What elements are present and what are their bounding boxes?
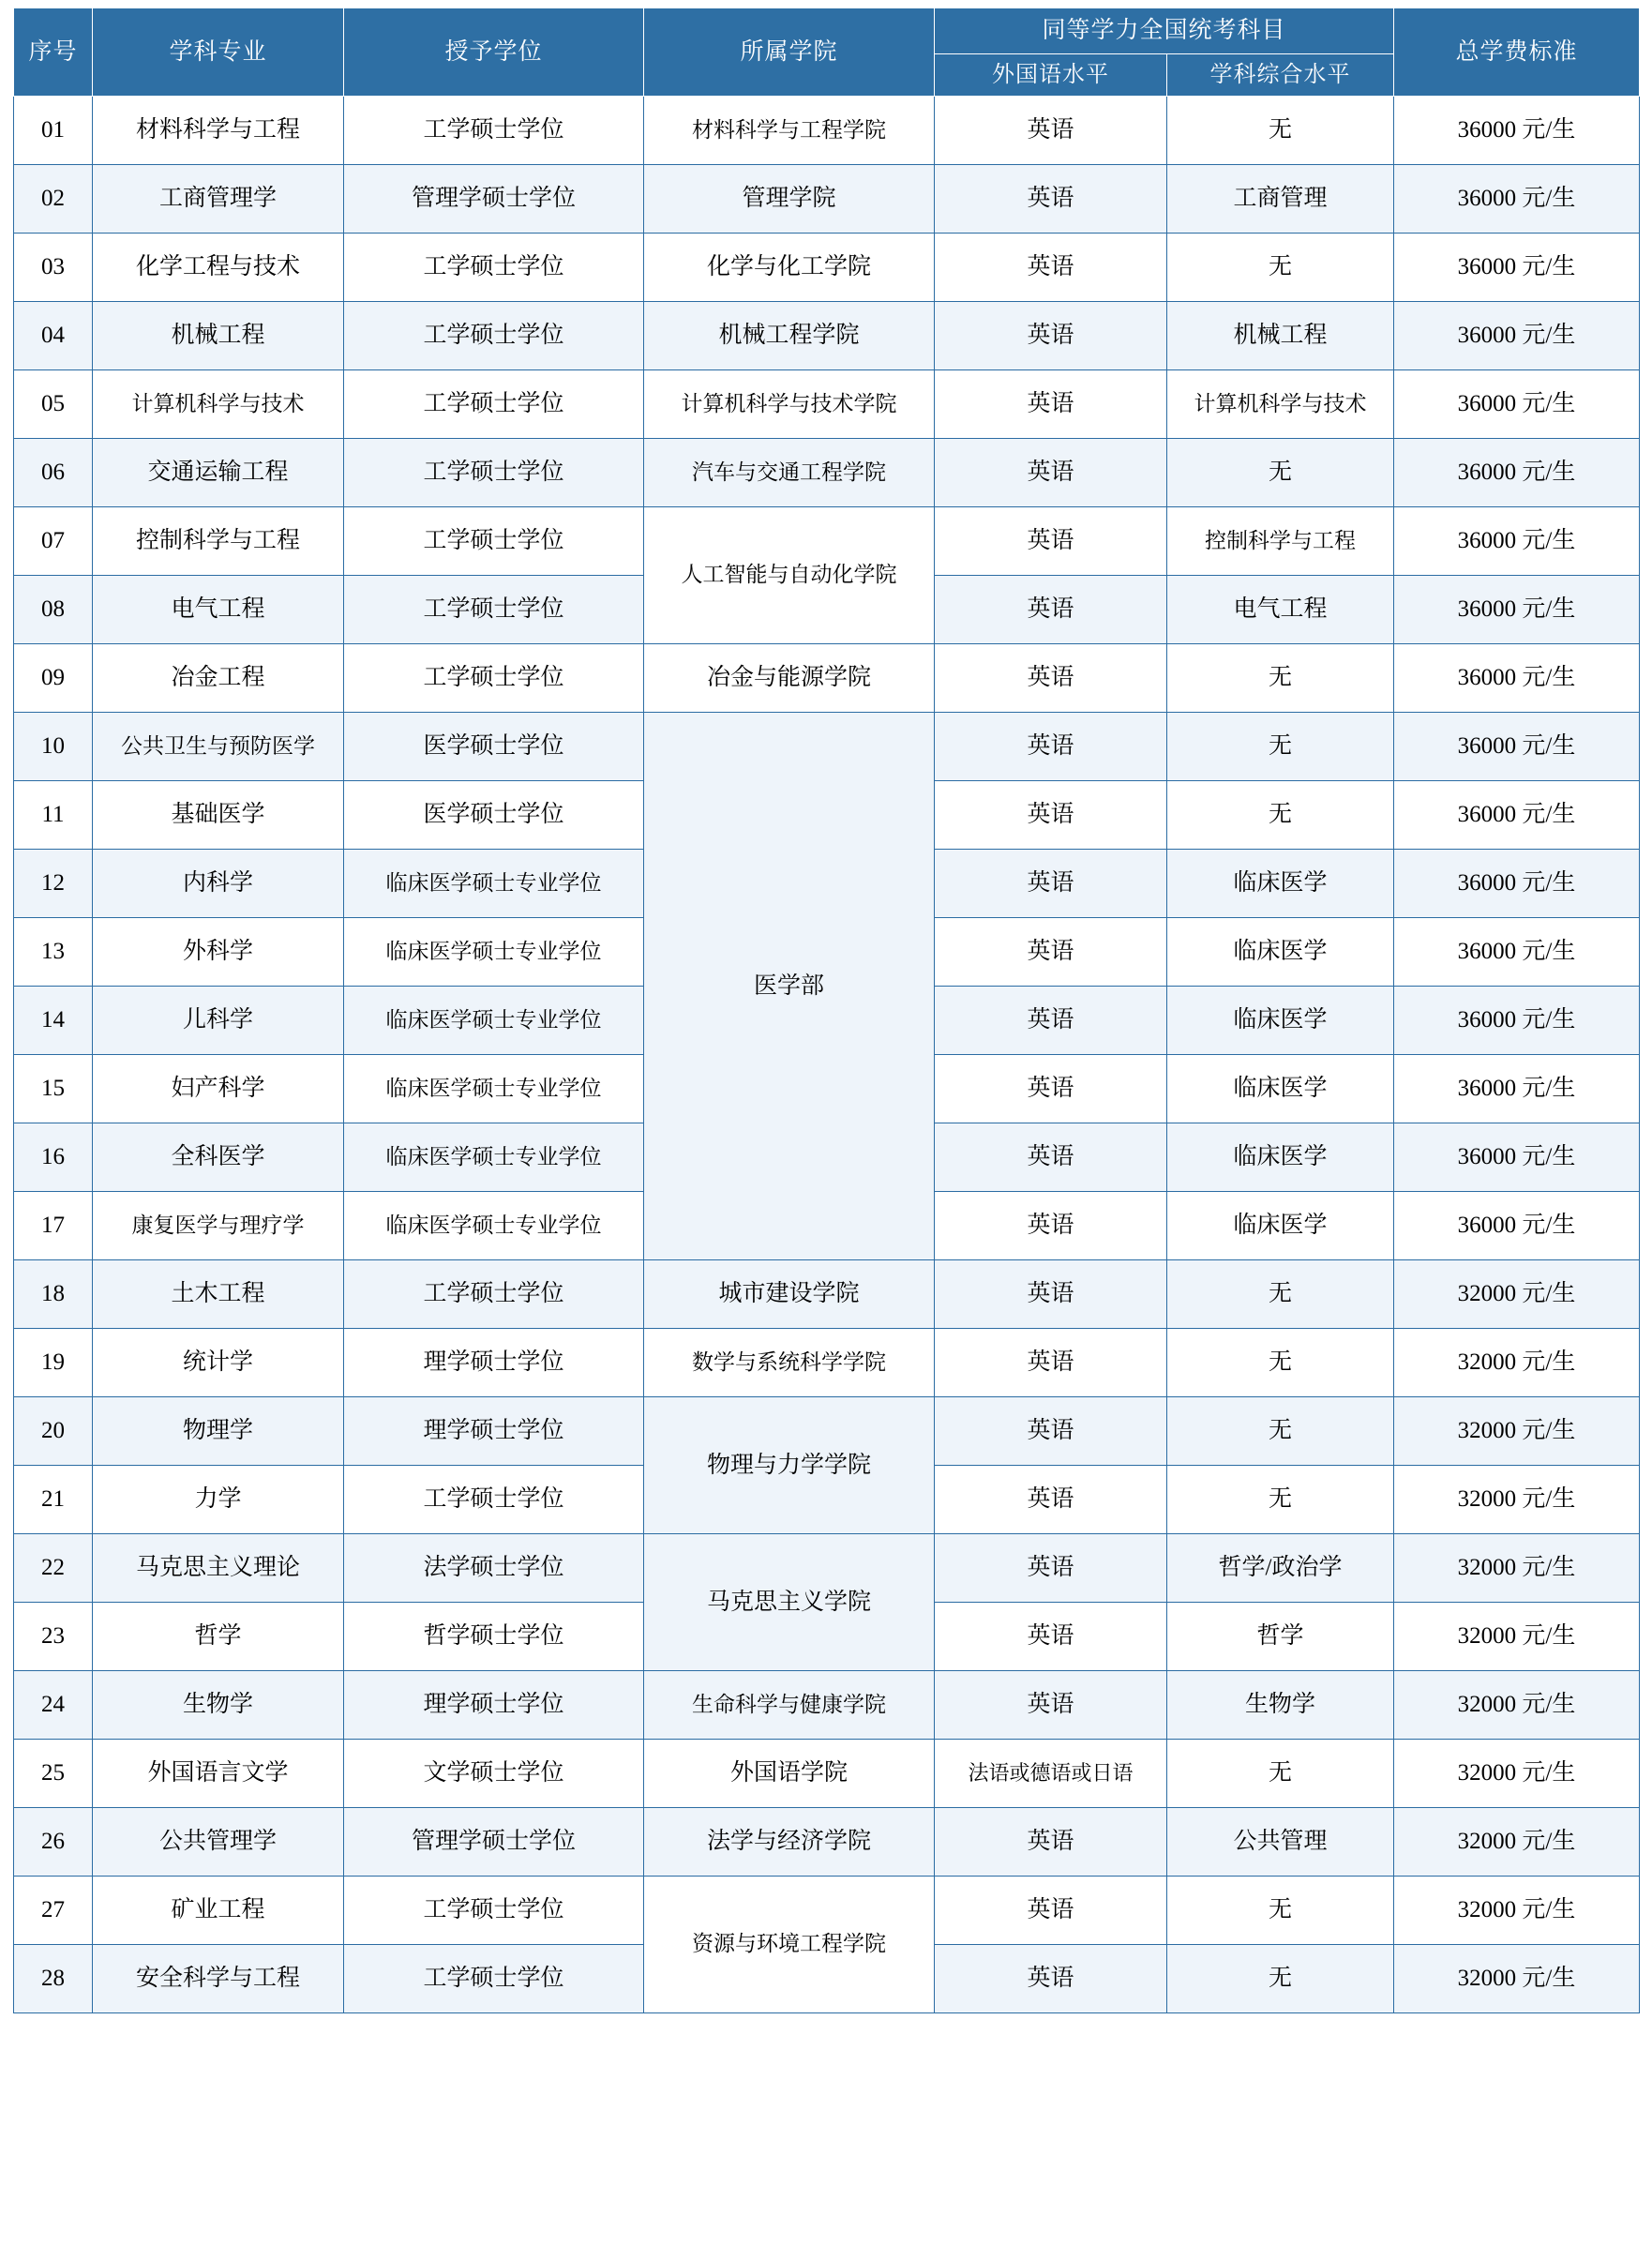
table-row [14, 713, 1640, 781]
cell-degree: 工学硕士学位 [344, 1945, 644, 2013]
cell-major: 内科学 [93, 850, 344, 918]
cell-seq: 24 [14, 1671, 93, 1740]
cell-foreign: 英语 [935, 987, 1167, 1055]
cell-major: 计算机科学与技术 [93, 370, 344, 439]
cell-college: 机械工程学院 [644, 302, 935, 370]
cell-college: 生命科学与健康学院 [644, 1671, 935, 1740]
cell-seq: 25 [14, 1740, 93, 1808]
cell-major: 力学 [93, 1466, 344, 1534]
cell-seq: 11 [14, 781, 93, 850]
cell-college: 人工智能与自动化学院 [644, 507, 935, 644]
table-body [14, 97, 1640, 2013]
header-seq: 序号 [14, 8, 93, 97]
cell-foreign: 英语 [935, 1603, 1167, 1671]
cell-foreign: 英语 [935, 1808, 1167, 1877]
cell-foreign: 英语 [935, 234, 1167, 302]
cell-tuition: 32000 元/生 [1394, 1877, 1640, 1945]
cell-college: 医学部 [644, 713, 935, 1260]
cell-tuition: 32000 元/生 [1394, 1397, 1640, 1466]
cell-major: 材料科学与工程 [93, 97, 344, 165]
cell-major: 电气工程 [93, 576, 344, 644]
cell-degree: 工学硕士学位 [344, 507, 644, 576]
cell-seq: 02 [14, 165, 93, 234]
cell-comp: 无 [1167, 644, 1394, 713]
cell-seq: 07 [14, 507, 93, 576]
cell-major: 妇产科学 [93, 1055, 344, 1123]
cell-major: 统计学 [93, 1329, 344, 1397]
cell-seq: 12 [14, 850, 93, 918]
cell-seq: 08 [14, 576, 93, 644]
table-row [14, 1260, 1640, 1329]
cell-seq: 27 [14, 1877, 93, 1945]
cell-tuition: 36000 元/生 [1394, 850, 1640, 918]
cell-foreign: 英语 [935, 918, 1167, 987]
cell-college: 城市建设学院 [644, 1260, 935, 1329]
cell-comp: 无 [1167, 1397, 1394, 1466]
table-row [14, 1329, 1640, 1397]
cell-degree: 工学硕士学位 [344, 1466, 644, 1534]
cell-degree: 管理学硕士学位 [344, 1808, 644, 1877]
cell-degree: 哲学硕士学位 [344, 1603, 644, 1671]
table-row [14, 302, 1640, 370]
cell-comp: 临床医学 [1167, 1123, 1394, 1192]
cell-major: 基础医学 [93, 781, 344, 850]
cell-comp: 无 [1167, 1466, 1394, 1534]
cell-foreign: 英语 [935, 781, 1167, 850]
cell-tuition: 36000 元/生 [1394, 644, 1640, 713]
cell-comp: 临床医学 [1167, 918, 1394, 987]
cell-major: 公共管理学 [93, 1808, 344, 1877]
table-row [14, 507, 1640, 576]
cell-tuition: 36000 元/生 [1394, 781, 1640, 850]
table-row [14, 1740, 1640, 1808]
cell-degree: 理学硕士学位 [344, 1397, 644, 1466]
cell-seq: 15 [14, 1055, 93, 1123]
cell-comp: 无 [1167, 234, 1394, 302]
cell-foreign: 法语或德语或日语 [935, 1740, 1167, 1808]
cell-tuition: 32000 元/生 [1394, 1740, 1640, 1808]
cell-tuition: 36000 元/生 [1394, 1123, 1640, 1192]
cell-foreign: 英语 [935, 1877, 1167, 1945]
cell-seq: 16 [14, 1123, 93, 1192]
cell-comp: 无 [1167, 713, 1394, 781]
cell-foreign: 英语 [935, 1671, 1167, 1740]
cell-comp: 哲学/政治学 [1167, 1534, 1394, 1603]
table-row [14, 1808, 1640, 1877]
cell-comp: 电气工程 [1167, 576, 1394, 644]
cell-comp: 哲学 [1167, 1603, 1394, 1671]
cell-foreign: 英语 [935, 1055, 1167, 1123]
cell-major: 矿业工程 [93, 1877, 344, 1945]
cell-comp: 无 [1167, 1945, 1394, 2013]
cell-degree: 文学硕士学位 [344, 1740, 644, 1808]
cell-comp: 临床医学 [1167, 1055, 1394, 1123]
cell-foreign: 英语 [935, 439, 1167, 507]
cell-college: 数学与系统科学学院 [644, 1329, 935, 1397]
cell-degree: 理学硕士学位 [344, 1671, 644, 1740]
cell-comp: 临床医学 [1167, 987, 1394, 1055]
cell-foreign: 英语 [935, 1945, 1167, 2013]
cell-comp: 无 [1167, 1260, 1394, 1329]
cell-major: 土木工程 [93, 1260, 344, 1329]
header-major: 学科专业 [93, 8, 344, 97]
cell-comp: 临床医学 [1167, 850, 1394, 918]
cell-seq: 17 [14, 1192, 93, 1260]
cell-college: 法学与经济学院 [644, 1808, 935, 1877]
cell-tuition: 36000 元/生 [1394, 987, 1640, 1055]
cell-seq: 18 [14, 1260, 93, 1329]
cell-tuition: 32000 元/生 [1394, 1671, 1640, 1740]
cell-major: 全科医学 [93, 1123, 344, 1192]
cell-major: 物理学 [93, 1397, 344, 1466]
cell-comp: 临床医学 [1167, 1192, 1394, 1260]
cell-degree: 工学硕士学位 [344, 576, 644, 644]
cell-tuition: 36000 元/生 [1394, 576, 1640, 644]
cell-tuition: 36000 元/生 [1394, 1055, 1640, 1123]
cell-seq: 09 [14, 644, 93, 713]
cell-tuition: 32000 元/生 [1394, 1603, 1640, 1671]
cell-degree: 工学硕士学位 [344, 644, 644, 713]
cell-tuition: 36000 元/生 [1394, 507, 1640, 576]
cell-seq: 20 [14, 1397, 93, 1466]
header-tuition: 总学费标准 [1394, 8, 1640, 97]
cell-degree: 临床医学硕士专业学位 [344, 1123, 644, 1192]
table-row [14, 644, 1640, 713]
cell-degree: 工学硕士学位 [344, 439, 644, 507]
cell-foreign: 英语 [935, 165, 1167, 234]
cell-foreign: 英语 [935, 97, 1167, 165]
cell-major: 工商管理学 [93, 165, 344, 234]
header-exam-foreign: 外国语水平 [935, 54, 1167, 97]
cell-major: 公共卫生与预防医学 [93, 713, 344, 781]
cell-college: 材料科学与工程学院 [644, 97, 935, 165]
cell-tuition: 32000 元/生 [1394, 1466, 1640, 1534]
cell-seq: 22 [14, 1534, 93, 1603]
cell-major: 化学工程与技术 [93, 234, 344, 302]
cell-comp: 公共管理 [1167, 1808, 1394, 1877]
header-exam-comprehensive: 学科综合水平 [1167, 54, 1394, 97]
cell-degree: 工学硕士学位 [344, 1260, 644, 1329]
cell-degree: 工学硕士学位 [344, 1877, 644, 1945]
header-exam-group: 同等学力全国统考科目 [935, 8, 1394, 54]
cell-comp: 无 [1167, 1740, 1394, 1808]
cell-major: 机械工程 [93, 302, 344, 370]
cell-seq: 26 [14, 1808, 93, 1877]
cell-tuition: 32000 元/生 [1394, 1534, 1640, 1603]
cell-tuition: 36000 元/生 [1394, 439, 1640, 507]
programs-table [13, 8, 1640, 2013]
cell-tuition: 32000 元/生 [1394, 1329, 1640, 1397]
cell-seq: 06 [14, 439, 93, 507]
header-college: 所属学院 [644, 8, 935, 97]
cell-seq: 13 [14, 918, 93, 987]
cell-comp: 无 [1167, 781, 1394, 850]
cell-foreign: 英语 [935, 576, 1167, 644]
cell-major: 冶金工程 [93, 644, 344, 713]
cell-tuition: 32000 元/生 [1394, 1808, 1640, 1877]
cell-major: 儿科学 [93, 987, 344, 1055]
cell-college: 汽车与交通工程学院 [644, 439, 935, 507]
cell-foreign: 英语 [935, 1260, 1167, 1329]
cell-comp: 机械工程 [1167, 302, 1394, 370]
table-row [14, 370, 1640, 439]
cell-seq: 21 [14, 1466, 93, 1534]
cell-degree: 工学硕士学位 [344, 302, 644, 370]
cell-comp: 无 [1167, 1329, 1394, 1397]
cell-degree: 医学硕士学位 [344, 713, 644, 781]
cell-seq: 28 [14, 1945, 93, 2013]
cell-foreign: 英语 [935, 1329, 1167, 1397]
cell-major: 外国语言文学 [93, 1740, 344, 1808]
table-row [14, 165, 1640, 234]
cell-seq: 14 [14, 987, 93, 1055]
cell-foreign: 英语 [935, 1397, 1167, 1466]
cell-seq: 03 [14, 234, 93, 302]
table-row [14, 1534, 1640, 1603]
cell-degree: 临床医学硕士专业学位 [344, 987, 644, 1055]
table-row [14, 1877, 1640, 1945]
cell-foreign: 英语 [935, 850, 1167, 918]
table-row [14, 97, 1640, 165]
cell-major: 交通运输工程 [93, 439, 344, 507]
cell-tuition: 36000 元/生 [1394, 1192, 1640, 1260]
cell-college: 马克思主义学院 [644, 1534, 935, 1671]
cell-foreign: 英语 [935, 370, 1167, 439]
cell-tuition: 32000 元/生 [1394, 1945, 1640, 2013]
cell-foreign: 英语 [935, 1466, 1167, 1534]
cell-college: 计算机科学与技术学院 [644, 370, 935, 439]
cell-seq: 05 [14, 370, 93, 439]
cell-degree: 工学硕士学位 [344, 97, 644, 165]
table-row [14, 1671, 1640, 1740]
cell-tuition: 36000 元/生 [1394, 918, 1640, 987]
cell-major: 安全科学与工程 [93, 1945, 344, 2013]
cell-seq: 23 [14, 1603, 93, 1671]
cell-tuition: 36000 元/生 [1394, 302, 1640, 370]
cell-foreign: 英语 [935, 302, 1167, 370]
cell-major: 控制科学与工程 [93, 507, 344, 576]
cell-major: 外科学 [93, 918, 344, 987]
cell-comp: 控制科学与工程 [1167, 507, 1394, 576]
cell-degree: 医学硕士学位 [344, 781, 644, 850]
cell-major: 马克思主义理论 [93, 1534, 344, 1603]
cell-major: 哲学 [93, 1603, 344, 1671]
cell-college: 资源与环境工程学院 [644, 1877, 935, 2013]
cell-degree: 管理学硕士学位 [344, 165, 644, 234]
cell-college: 外国语学院 [644, 1740, 935, 1808]
cell-seq: 01 [14, 97, 93, 165]
cell-foreign: 英语 [935, 1192, 1167, 1260]
cell-tuition: 36000 元/生 [1394, 234, 1640, 302]
cell-degree: 临床医学硕士专业学位 [344, 850, 644, 918]
table-row [14, 234, 1640, 302]
header-degree: 授予学位 [344, 8, 644, 97]
cell-comp: 工商管理 [1167, 165, 1394, 234]
cell-comp: 无 [1167, 97, 1394, 165]
table-header [14, 8, 1640, 97]
cell-foreign: 英语 [935, 1534, 1167, 1603]
cell-college: 化学与化工学院 [644, 234, 935, 302]
cell-foreign: 英语 [935, 1123, 1167, 1192]
cell-college: 管理学院 [644, 165, 935, 234]
cell-tuition: 32000 元/生 [1394, 1260, 1640, 1329]
cell-foreign: 英语 [935, 507, 1167, 576]
cell-degree: 理学硕士学位 [344, 1329, 644, 1397]
cell-degree: 法学硕士学位 [344, 1534, 644, 1603]
cell-major: 康复医学与理疗学 [93, 1192, 344, 1260]
cell-college: 物理与力学学院 [644, 1397, 935, 1534]
cell-comp: 无 [1167, 1877, 1394, 1945]
cell-tuition: 36000 元/生 [1394, 713, 1640, 781]
cell-comp: 计算机科学与技术 [1167, 370, 1394, 439]
table-row [14, 439, 1640, 507]
table-row [14, 1397, 1640, 1466]
cell-tuition: 36000 元/生 [1394, 370, 1640, 439]
cell-seq: 19 [14, 1329, 93, 1397]
cell-foreign: 英语 [935, 644, 1167, 713]
cell-comp: 生物学 [1167, 1671, 1394, 1740]
cell-seq: 04 [14, 302, 93, 370]
cell-foreign: 英语 [935, 713, 1167, 781]
cell-degree: 临床医学硕士专业学位 [344, 918, 644, 987]
cell-degree: 工学硕士学位 [344, 234, 644, 302]
cell-major: 生物学 [93, 1671, 344, 1740]
cell-degree: 临床医学硕士专业学位 [344, 1055, 644, 1123]
cell-seq: 10 [14, 713, 93, 781]
cell-college: 冶金与能源学院 [644, 644, 935, 713]
cell-comp: 无 [1167, 439, 1394, 507]
cell-tuition: 36000 元/生 [1394, 97, 1640, 165]
cell-degree: 临床医学硕士专业学位 [344, 1192, 644, 1260]
cell-degree: 工学硕士学位 [344, 370, 644, 439]
cell-tuition: 36000 元/生 [1394, 165, 1640, 234]
